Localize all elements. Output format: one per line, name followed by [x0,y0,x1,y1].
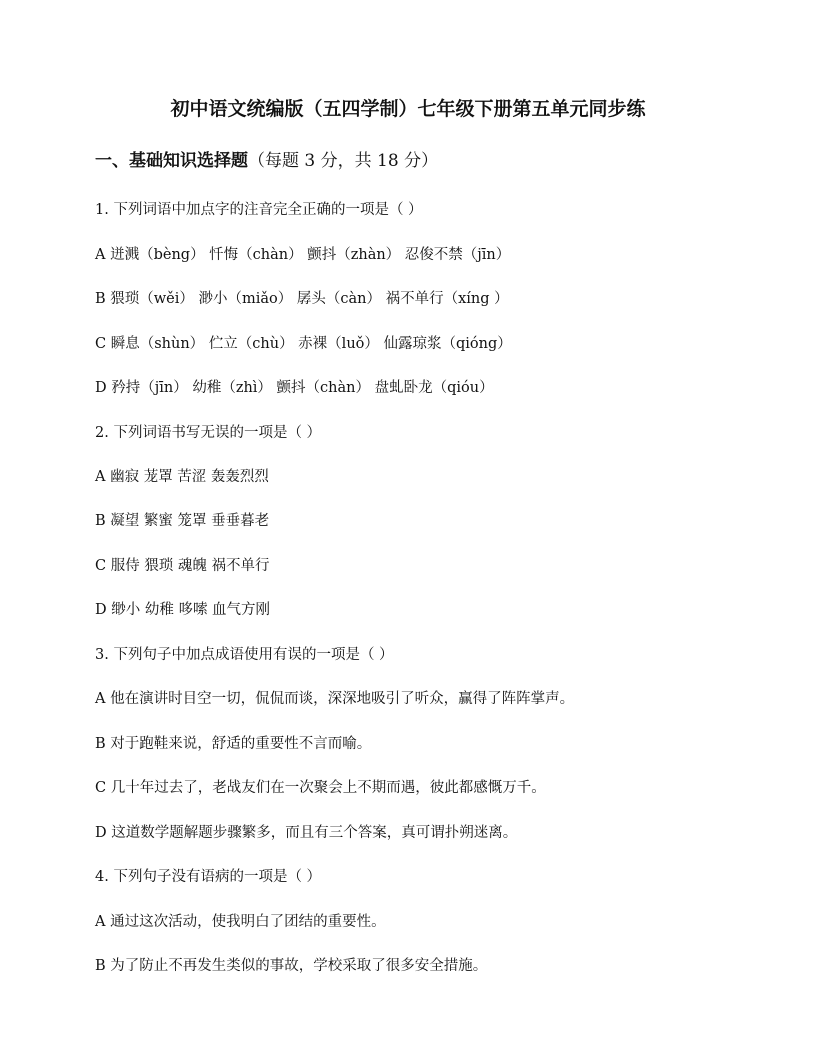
question-3-stem: 3. 下列句子中加点成语使用有误的一项是（ ） [95,647,394,663]
question-3-option-a: A 他在演讲时目空一切，侃侃而谈，深深地吸引了听众，赢得了阵阵掌声。 [95,691,575,707]
question-1-option-b: B 猥琐（wěi） 渺小（miǎo） 孱头（càn） 祸不单行（xíng ） [95,291,509,307]
question-2-stem: 2. 下列词语书写无误的一项是（ ） [95,425,322,441]
question-2-option-c: C 服侍 猥琐 魂魄 祸不单行 [95,558,270,574]
question-4-option-b: B 为了防止不再发生类似的事故，学校采取了很多安全措施。 [95,958,488,974]
question-1-option-c: C 瞬息（shùn） 伫立（chù） 赤裸（luǒ） 仙露琼浆（qióng） [95,336,512,352]
question-4-stem: 4. 下列句子没有语病的一项是（ ） [95,869,322,885]
question-1-stem: 1. 下列词语中加点字的注音完全正确的一项是（ ） [95,202,423,218]
section-heading [95,150,438,172]
document-title: 初中语文统编版（五四学制）七年级下册第五单元同步练 [170,98,646,120]
question-3-option-b: B 对于跑鞋来说，舒适的重要性不言而喻。 [95,736,372,752]
question-2-option-a: A 幽寂 茏罩 苦涩 轰轰烈烈 [95,469,269,485]
question-1-option-a: A 迸溅（bèng） 忏悔（chàn） 颤抖（zhàn） 忍俊不禁（jīn） [95,247,511,263]
question-4-option-a: A 通过这次活动，使我明白了团结的重要性。 [95,914,386,930]
section-title: 一、基础知识选择题 [95,151,248,171]
question-3-option-d: D 这道数学题解题步骤繁多，而且有三个答案，真可谓扑朔迷离。 [95,825,518,841]
section-score-note: （每题 3 分，共 18 分） [248,151,439,171]
question-2-option-b: B 凝望 繁蜜 笼罩 垂垂暮老 [95,513,270,529]
question-3-option-c: C 几十年过去了，老战友们在一次聚会上不期而遇，彼此都感慨万千。 [95,780,546,796]
question-2-option-d: D 缈小 幼稚 哆嗦 血气方刚 [95,602,271,618]
question-1-option-d: D 矜持（jīn） 幼稚（zhì） 颤抖（chàn） 盘虬卧龙（qióu） [95,380,494,396]
